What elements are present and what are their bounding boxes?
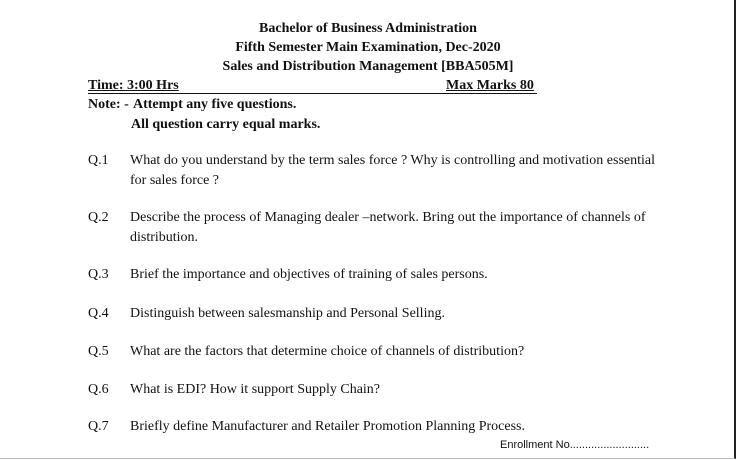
question-text: What do you understand by the term sales force ? Why is controlling and motivation essential for sales force ? bbox=[130, 153, 655, 188]
question-text: Brief the importance and objectives of training of sales persons. bbox=[130, 267, 488, 282]
question-number: Q.7 bbox=[88, 419, 109, 434]
question-number: Q.5 bbox=[88, 344, 109, 359]
enrollment-number-field: Enrollment No.......................... bbox=[500, 439, 650, 451]
max-marks: Max Marks 80 bbox=[446, 78, 534, 93]
question-number: Q.4 bbox=[88, 306, 109, 321]
question-number: Q.3 bbox=[88, 267, 109, 282]
question-text: What is EDI? How it support Supply Chain? bbox=[130, 382, 381, 397]
question-number: Q.1 bbox=[88, 153, 109, 168]
course-title: Sales and Distribution Management [BBA505M] bbox=[222, 59, 514, 74]
question-number: Q.6 bbox=[88, 382, 109, 397]
exam-duration: Time: 3:00 Hrs bbox=[88, 78, 179, 93]
question-text: What are the factors that determine choice of channels of distribution? bbox=[130, 344, 525, 359]
note-label: Note: - bbox=[88, 97, 129, 112]
note-instruction-2: All question carry equal marks. bbox=[131, 117, 321, 132]
question-text: Briefly define Manufacturer and Retailer Promotion Planning Process. bbox=[130, 419, 526, 434]
note-instruction-1: Attempt any five questions. bbox=[133, 97, 297, 112]
exam-title: Fifth Semester Main Examination, Dec-2020 bbox=[235, 40, 501, 55]
question-text: Distinguish between salesmanship and Personal Selling. bbox=[130, 306, 445, 321]
program-title: Bachelor of Business Administration bbox=[259, 21, 477, 36]
question-text: Describe the process of Managing dealer –network. Bring out the importance of channels of distribution. bbox=[130, 210, 646, 245]
header-divider bbox=[88, 93, 537, 94]
question-number: Q.2 bbox=[88, 210, 109, 225]
